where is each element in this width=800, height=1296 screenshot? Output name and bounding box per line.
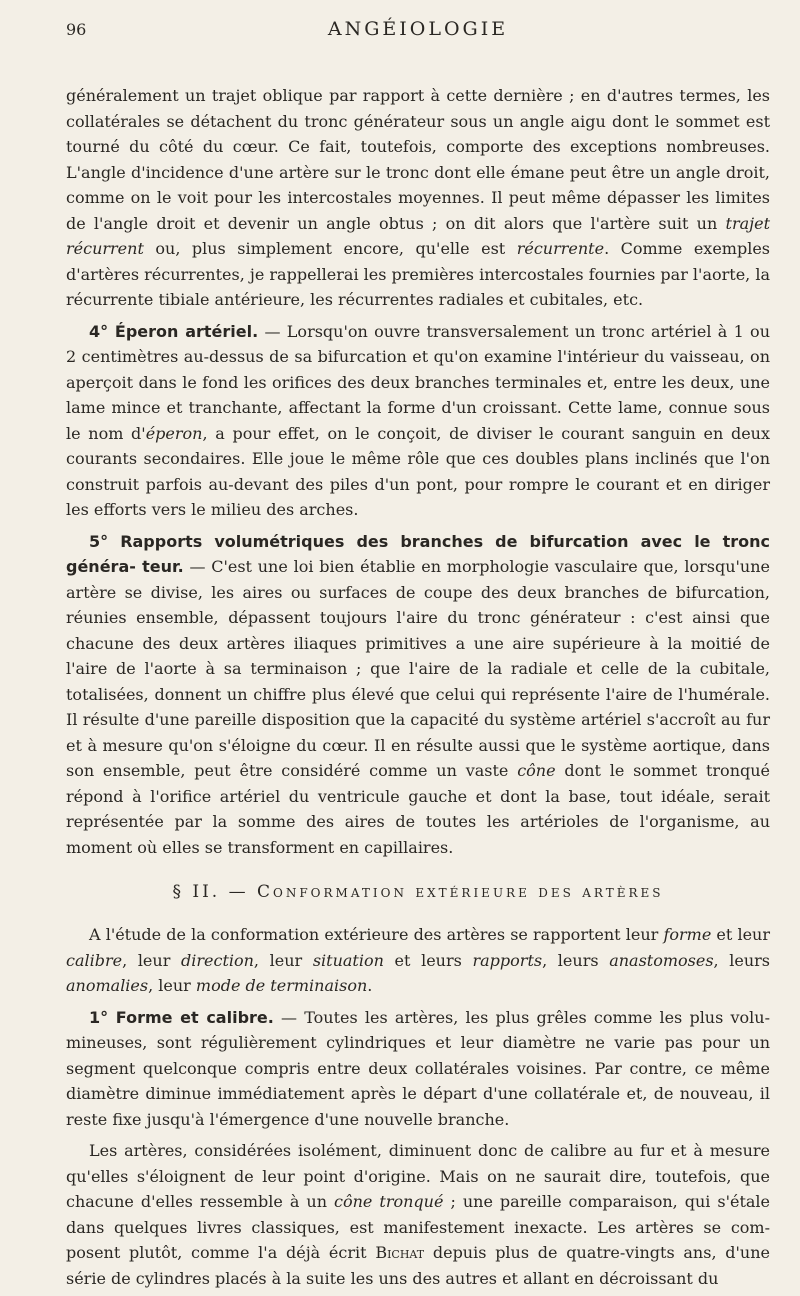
page-header	[66, 18, 770, 48]
subsection-title: 1° Forme et calibre.	[89, 1007, 274, 1027]
paragraph-conformation-intro: A l'étude de la conformation extérieure des artères se rapportent leur forme et leur calibre, leur direction, leur situation et leurs rapports, leurs anastomoses, leurs anomalies, leur mode de terminaison.	[66, 925, 771, 995]
page-number: 96	[66, 20, 87, 39]
paragraph-forme-calibre: 1° Forme et calibre. — Toutes les artères, les plus grêles comme les plus volu- mineuses, sont régulièrement cylindriques et leur diamètre ne varie pas pour un segment quelconque compris entre deux collatérales voisines. Par contre, ce même diamètre diminue immédiatement après le départ d'une collatérale et, de nouveau, il reste fixe jusqu'à l'émergence d'une nouvelle branche.	[66, 1007, 770, 1129]
subsection-title: 5° Rapports volumétriques des branches de bifurcation avec le tronc généra- teur.	[66, 531, 770, 576]
running-title: ANGÉIOLOGIE	[327, 18, 509, 40]
paragraph-cylindres: Les artères, considérées isolément, diminuent donc de calibre au fur et à mesure qu'elles s'éloignent de leur point d'origine. Mais on ne saurait dire, toutefois, que chacune d'elles ressemble à un cône tronqué ; une pareille comparaison, qui s'étale dans quelques livres classiques, est manifestement inexacte. Les artères se com- posent plutôt, comme l'a déjà écrit Bichat depuis plus de quatre-vingts ans, d'une série de cylindres placés à la suite les uns des autres et allant en décroissant du	[66, 1141, 771, 1288]
page-body	[66, 83, 770, 1291]
subsection-title: 4° Éperon artériel.	[89, 321, 259, 341]
section-heading: § II. — Conformation extérieure des artères	[172, 882, 664, 902]
paragraph-eperon-arteriel: 4° Éperon artériel. — Lorsqu'on ouvre transversalement un tronc artériel à 1 ou 2 centimètres au-dessus de sa bifurcation et qu'on examine l'intérieur du vaisseau, on aperçoit dans le fond les orifices des deux branches terminales et, entre les deux, une lame mince et tranchante, affectant la forme d'un croissant. Cette lame, connue sous le nom d'éperon, a pour effet, on le conçoit, de diviser le courant sanguin en deux courants secondaires. Elle joue le même rôle que ces doubles plans inclinés que l'on construit parfois au-devant des piles d'un pont, pour rompre le courant et en diriger les efforts vers le milieu des arches.	[66, 321, 770, 519]
paragraph-rapports-volumetriques: 5° Rapports volumétriques des branches de bifurcation avec le tronc généra- teur. — C'est une loi bien établie en morphologie vasculaire que, lorsqu'une artère se divise, les aires ou surfaces de coupe des deux branches de bifurcation, réunies ensemble, dépassent toujours l'aire du tronc générateur : c'est ainsi que chacune des deux artères iliaques primitives a une aire supérieure à la moitié de l'aire de l'aorte à sa terminaison ; que l'aire de la radiale et celle de la cubitale, totalisées, donnent un chiffre plus élevé que celui qui représente l'aire de l'humérale. Il résulte d'une pareille disposition que la capacité du système artériel s'accroît au fur et à mesure qu'on s'éloigne du cœur. Il en résulte aussi que le système aortique, dans son ensemble, peut être considéré comme un vaste cône dont le sommet tronqué répond à l'orifice artériel du ventricule gauche et dont la base, tout idéale, serait représentée par la somme des aires de toutes les artérioles de l'organisme, au moment où elles se transforment en capillaires.	[66, 531, 771, 857]
paragraph-trajet-recurrent: généralement un trajet oblique par rapport à cette dernière ; en d'autres termes, les collatérales se détachent du tronc générateur sous un angle aigu dont le sommet est tourné du côté du cœur. Ce fait, toutefois, comporte des exceptions nombreuses. L'angle d'incidence d'une artère sur le tronc dont elle émane peut être un angle droit, comme on le voit pour les intercostales moyennes. Il peut même dépasser les limites de l'angle droit et devenir un angle obtus ; on dit alors que l'artère suit un trajet récurrent ou, plus simplement encore, qu'elle est récurrente. Comme exemples d'artères récurrentes, je rappellerai les premières intercostales fournies par l'aorte, la récurrente tibiale antérieure, les récurrentes radiales et cubitales, etc.	[66, 86, 771, 309]
